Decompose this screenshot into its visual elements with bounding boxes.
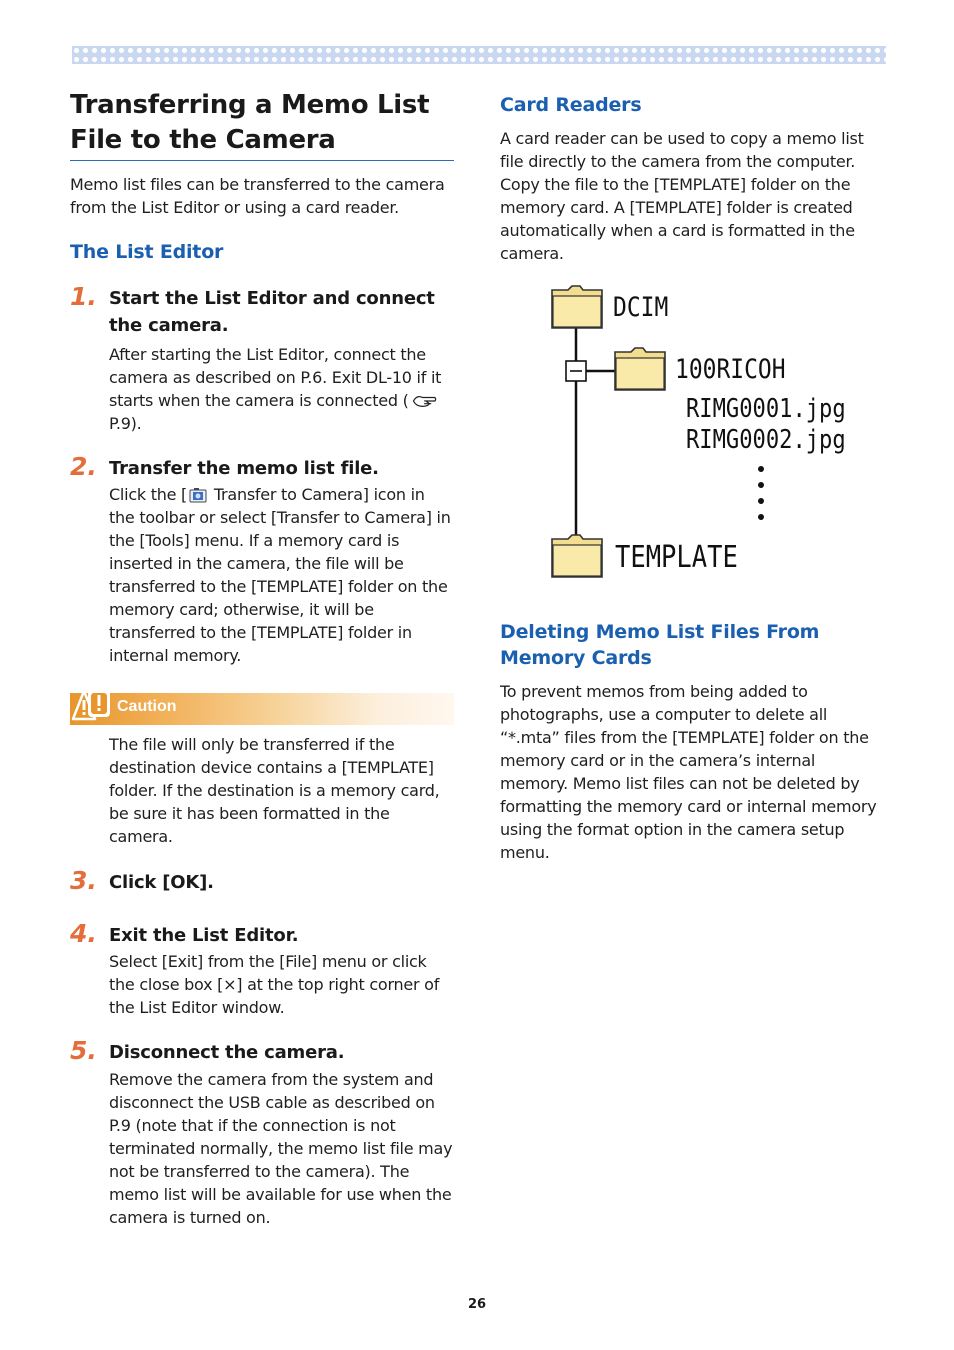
step-4 <box>70 919 454 1019</box>
caution-icon <box>70 687 112 725</box>
caution-text: The file will only be transferred if the destination device contains a [TEMPLATE] folder. If the destination is a memory card, be sure it has been formatted in the camera. <box>109 735 440 846</box>
step-1 <box>70 282 454 435</box>
step-text: Remove the camera from the system and disconnect the USB cable as described on P.9 (note that if the connection is not terminated normally, the memo list file may not be transferred to the camera). The memo list will be available for use when the camera is turned on. <box>109 1070 453 1227</box>
step-text: Select [Exit] from the [File] menu or click the close box [×] at the top right corner of the List Editor window. <box>109 952 440 1017</box>
list-editor-heading: The List Editor <box>70 241 224 263</box>
step-text: After starting the List Editor, connect the camera as described on P.6. Exit DL-10 if it starts when the camera is connected (P.9). <box>109 345 442 433</box>
folder-icon <box>550 533 604 579</box>
step-number: 3. <box>70 866 97 895</box>
folder-icon <box>550 284 604 330</box>
step-number: 5. <box>70 1036 97 1065</box>
step-title: Exit the List Editor. <box>109 925 299 946</box>
card-readers-text: A card reader can be used to copy a memo list file directly to the camera from the computer. Copy the file to the [TEMPLATE] folder on the memory card. A [TEMPLATE] folder is created automatically when a card is formatted in the camera. <box>500 129 864 263</box>
ellipsis-dot <box>758 482 764 488</box>
transfer-to-camera-icon <box>189 487 207 503</box>
file-label: RIMG0002.jpg <box>686 425 846 455</box>
page-number: 26 <box>467 1297 487 1312</box>
caution-label: Caution <box>117 698 177 715</box>
collapse-box-icon <box>565 360 587 382</box>
folder-tree-diagram <box>545 280 865 585</box>
step-2 <box>70 452 454 667</box>
step-title: Transfer the memo list file. <box>109 458 379 479</box>
step-title: Start the List Editor and connect the camera. <box>109 288 435 336</box>
step-3 <box>70 866 454 896</box>
step-number: 1. <box>70 282 97 311</box>
page-reference-icon <box>411 393 439 409</box>
caution-banner <box>70 693 454 725</box>
ellipsis-dot <box>758 498 764 504</box>
step-5 <box>70 1036 454 1229</box>
step-title: Click [OK]. <box>109 872 214 893</box>
deleting-text: To prevent memos from being added to photographs, use a computer to delete all “*.mta” files from the [TEMPLATE] folder on the memory card or in the camera’s internal memory. Memo list files can not be deleted by formatting the memory card or internal memory using the format option in the camera setup menu. <box>500 682 877 862</box>
folder-label-dcim: DCIM <box>613 292 669 323</box>
deleting-heading: Deleting Memo List Files From Memory Cards <box>500 621 820 669</box>
page-title: Transferring a Memo List File to the Camera <box>70 88 454 161</box>
folder-label-template: TEMPLATE <box>615 540 738 575</box>
card-readers-heading: Card Readers <box>500 94 642 116</box>
step-number: 4. <box>70 919 97 948</box>
folder-icon <box>613 346 667 392</box>
file-label: RIMG0001.jpg <box>686 394 846 424</box>
intro-text: Memo list files can be transferred to the camera from the List Editor or using a card reader. <box>70 175 445 217</box>
step-title: Disconnect the camera. <box>109 1042 345 1063</box>
ellipsis-dot <box>758 466 764 472</box>
step-text: Click the [ Transfer to Camera] icon in the toolbar or select [Transfer to Camera] in the [Tools] menu. If a memory card is inserted in the camera, the file will be transferred to the [TEMPLATE] folder on the memory card; otherwise, it will be transferred to the [TEMPLATE] folder in internal memory. <box>109 485 451 665</box>
folder-label-100ricoh: 100RICOH <box>675 354 786 385</box>
left-column <box>70 88 454 1229</box>
ellipsis-dot <box>758 514 764 520</box>
header-dotted-band <box>72 46 886 64</box>
step-number: 2. <box>70 452 97 481</box>
